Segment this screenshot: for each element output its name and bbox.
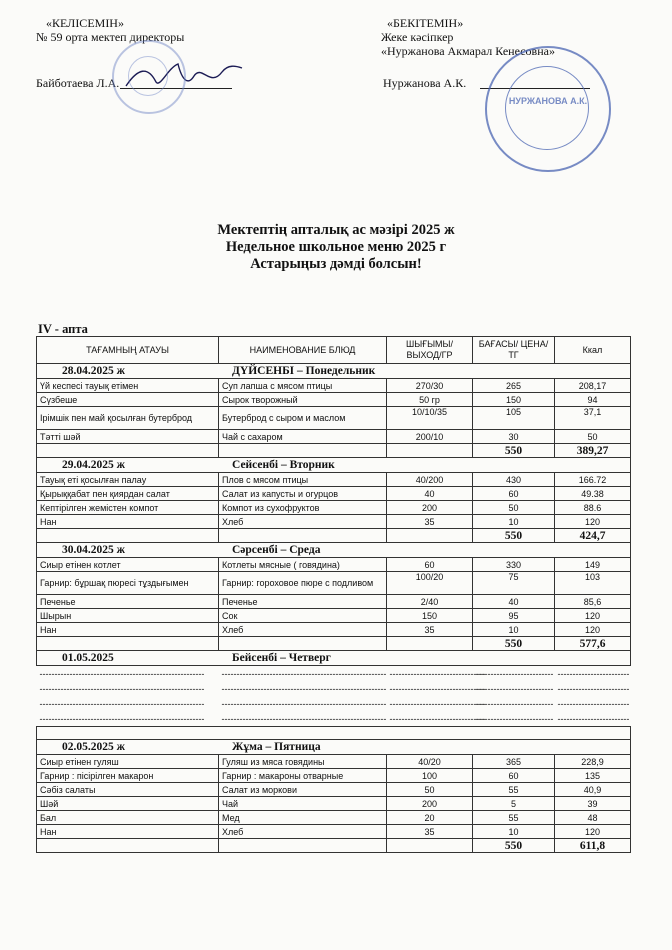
total-kcal: 424,7	[555, 529, 631, 543]
cell-yield: 270/30	[387, 379, 473, 393]
total-price: 550	[473, 637, 555, 651]
cell-ru: Мед	[219, 811, 387, 825]
cell-kcal: 228,9	[555, 755, 631, 769]
dash-cell-kz: -------------------------------------------------------	[39, 668, 205, 679]
menu-titles	[0, 222, 672, 273]
cell-yield: 35	[387, 825, 473, 839]
cell-kz: Тауық еті қосылған палау	[37, 473, 219, 487]
day-name: Жұма – Пятница	[232, 741, 321, 753]
day-header-cell	[37, 458, 631, 473]
cell-ru: Хлеб	[219, 623, 387, 637]
cell-kcal: 149	[555, 558, 631, 572]
col-kcal: Ккал	[555, 337, 631, 364]
day-header-row	[37, 651, 631, 666]
cell-kz: Нан	[37, 825, 219, 839]
right-signer: Нуржанова А.К.	[383, 76, 467, 90]
day-name: ДҮЙСЕНБІ – Понедельник	[232, 365, 376, 377]
approval-left	[36, 16, 184, 44]
cell-kz: Ірімшік пен май қосылған бутерброд	[37, 407, 219, 430]
cell-kz: Нан	[37, 623, 219, 637]
cell-price: 60	[473, 487, 555, 501]
cell-price: 365	[473, 755, 555, 769]
table-header-row	[37, 337, 631, 364]
cell-ru: Компот из сухофруктов	[219, 501, 387, 515]
cell-yield: 200	[387, 501, 473, 515]
cell-ru: Сок	[219, 609, 387, 623]
approved-title: «БЕКІТЕМІН»	[387, 16, 464, 30]
cell-price: 150	[473, 393, 555, 407]
agreed-title: «КЕЛІСЕМІН»	[46, 16, 124, 30]
menu-item-row	[37, 379, 631, 393]
left-signer: Байботаева Л.А.	[36, 76, 120, 90]
day-total-row	[37, 839, 631, 853]
dash-cell-kz: -------------------------------------------------------	[39, 683, 205, 694]
dash-cell-kcal: ------------------------	[557, 698, 630, 709]
empty-dash-row	[37, 711, 631, 727]
dash-cell-yield: --------------------------------	[389, 713, 486, 724]
cell-price: 75	[473, 572, 555, 595]
dash-cell-price: --------------------------	[475, 713, 554, 724]
menu-item-row	[37, 609, 631, 623]
cell-kcal: 39	[555, 797, 631, 811]
cell-kcal: 48	[555, 811, 631, 825]
cell-yield: 35	[387, 623, 473, 637]
dash-cell-yield: --------------------------------	[389, 698, 486, 709]
menu-item-row	[37, 595, 631, 609]
cell-price: 55	[473, 811, 555, 825]
menu-item-row	[37, 769, 631, 783]
col-price: БАҒАСЫ/ ЦЕНА/ТГ	[473, 337, 555, 364]
cell-ru: Хлеб	[219, 825, 387, 839]
day-date: 30.04.2025 ж	[62, 544, 125, 556]
cell-kcal: 50	[555, 430, 631, 444]
spacer-row	[37, 727, 631, 740]
cell-yield: 2/40	[387, 595, 473, 609]
title-ru: Недельное школьное меню 2025 г	[225, 239, 447, 255]
col-yield: ШЫҒЫМЫ/ ВЫХОД/ГР	[387, 337, 473, 364]
menu-item-row	[37, 393, 631, 407]
cell-kcal: 120	[555, 609, 631, 623]
dash-cell-ru: -------------------------------------------------------	[221, 698, 387, 709]
cell-price: 105	[473, 407, 555, 430]
day-header-row	[37, 543, 631, 558]
menu-item-row	[37, 473, 631, 487]
week-label: IV - апта	[38, 322, 88, 336]
cell-price: 5	[473, 797, 555, 811]
cell-kcal: 88.6	[555, 501, 631, 515]
day-name: Бейсенбі – Четверг	[232, 652, 331, 664]
total-empty-cell	[387, 839, 473, 853]
menu-item-row	[37, 501, 631, 515]
total-empty-cell	[387, 637, 473, 651]
cell-kz: Үй кеспесі тауық етімен	[37, 379, 219, 393]
cell-yield: 10/10/35	[387, 407, 473, 430]
total-empty-cell	[37, 839, 219, 853]
cell-ru: Сырок творожный	[219, 393, 387, 407]
cell-kcal: 166.72	[555, 473, 631, 487]
cell-yield: 150	[387, 609, 473, 623]
total-kcal: 389,27	[555, 444, 631, 458]
cell-price: 10	[473, 623, 555, 637]
entrepreneur-line: Жеке кәсіпкер	[381, 30, 454, 44]
day-date: 29.04.2025 ж	[62, 459, 125, 471]
cell-kcal: 37,1	[555, 407, 631, 430]
cell-kcal: 120	[555, 515, 631, 529]
day-total-row	[37, 444, 631, 458]
cell-ru: Печенье	[219, 595, 387, 609]
cell-price: 55	[473, 783, 555, 797]
day-header-row	[37, 740, 631, 755]
total-empty-cell	[219, 444, 387, 458]
menu-item-row	[37, 407, 631, 430]
menu-item-row	[37, 825, 631, 839]
cell-yield: 50	[387, 783, 473, 797]
cell-yield: 100/20	[387, 572, 473, 595]
menu-item-row	[37, 797, 631, 811]
cell-kz: Нан	[37, 515, 219, 529]
dash-cell-kcal: ------------------------	[557, 683, 630, 694]
col-kz-name: ТАҒАМНЫҢ АТАУЫ	[37, 337, 219, 364]
cell-kcal: 40,9	[555, 783, 631, 797]
cell-yield: 35	[387, 515, 473, 529]
day-date: 28.04.2025 ж	[62, 365, 125, 377]
cell-ru: Гуляш из мяса говядины	[219, 755, 387, 769]
cell-kcal: 120	[555, 825, 631, 839]
cell-kz: Гарнир: бұршақ пюресі тұздығымен	[37, 572, 219, 595]
cell-kcal: 135	[555, 769, 631, 783]
menu-item-row	[37, 572, 631, 595]
cell-price: 30	[473, 430, 555, 444]
cell-price: 40	[473, 595, 555, 609]
cell-kz: Кептірілген жемістен компот	[37, 501, 219, 515]
cell-yield: 50 гр	[387, 393, 473, 407]
dash-cell-yield: --------------------------------	[389, 683, 486, 694]
menu-item-row	[37, 515, 631, 529]
menu-item-row	[37, 487, 631, 501]
cell-ru: Бутерброд с сыром и маслом	[219, 407, 387, 430]
cell-price: 265	[473, 379, 555, 393]
cell-price: 60	[473, 769, 555, 783]
dash-cell-kcal: ------------------------	[557, 713, 630, 724]
spacer-cell	[37, 727, 631, 740]
menu-item-row	[37, 811, 631, 825]
cell-yield: 40/200	[387, 473, 473, 487]
cell-ru: Котлеты мясные ( говядина)	[219, 558, 387, 572]
menu-item-row	[37, 623, 631, 637]
menu-item-row	[37, 430, 631, 444]
cell-kz: Шәй	[37, 797, 219, 811]
dash-cell-price: --------------------------	[475, 668, 554, 679]
cell-ru: Гарнир: гороховое пюре с подливом	[219, 572, 387, 595]
total-kcal: 611,8	[555, 839, 631, 853]
day-name: Сейсенбі – Вторник	[232, 459, 335, 471]
day-header-cell	[37, 740, 631, 755]
dash-cell-price: --------------------------	[475, 698, 554, 709]
cell-price: 95	[473, 609, 555, 623]
day-date: 01.05.2025	[62, 652, 114, 664]
menu-table	[36, 336, 631, 853]
col-ru-name: НАИМЕНОВАНИЕ БЛЮД	[219, 337, 387, 364]
empty-dash-row	[37, 666, 631, 682]
cell-kcal: 49.38	[555, 487, 631, 501]
director-line: № 59 орта мектеп директоры	[36, 30, 185, 44]
total-empty-cell	[387, 529, 473, 543]
cell-ru: Чай	[219, 797, 387, 811]
cell-kz: Сүзбеше	[37, 393, 219, 407]
cell-kz: Гарнир : пісірілген макарон	[37, 769, 219, 783]
cell-price: 330	[473, 558, 555, 572]
total-empty-cell	[37, 444, 219, 458]
total-price: 550	[473, 529, 555, 543]
dash-cell-yield: --------------------------------	[389, 668, 486, 679]
stamp-name: НУРЖАНОВА А.К.	[508, 96, 588, 106]
cell-kcal: 103	[555, 572, 631, 595]
day-total-row	[37, 637, 631, 651]
cell-yield: 40/20	[387, 755, 473, 769]
cell-kcal: 85,6	[555, 595, 631, 609]
cell-kcal: 120	[555, 623, 631, 637]
cell-yield: 20	[387, 811, 473, 825]
dash-cell-ru: -------------------------------------------------------	[221, 683, 387, 694]
school-seal	[112, 40, 186, 114]
cell-price: 10	[473, 515, 555, 529]
title-kz: Мектептің апталық ас мәзірі 2025 ж	[217, 222, 455, 238]
dash-cell-kz: -------------------------------------------------------	[39, 713, 205, 724]
cell-kz: Сәбіз салаты	[37, 783, 219, 797]
dash-cell-kz: -------------------------------------------------------	[39, 698, 205, 709]
empty-dash-row	[37, 696, 631, 711]
cell-kcal: 94	[555, 393, 631, 407]
menu-item-row	[37, 783, 631, 797]
cell-ru: Салат из капусты и огурцов	[219, 487, 387, 501]
dash-cell-ru: -------------------------------------------------------	[221, 668, 387, 679]
total-empty-cell	[219, 637, 387, 651]
cell-ru: Салат из моркови	[219, 783, 387, 797]
day-header-row	[37, 364, 631, 379]
day-name: Сәрсенбі – Среда	[232, 544, 321, 556]
cell-ru: Хлеб	[219, 515, 387, 529]
cell-kz: Бал	[37, 811, 219, 825]
day-header-cell	[37, 543, 631, 558]
total-empty-cell	[387, 444, 473, 458]
entrepreneur-stamp	[485, 46, 611, 172]
dash-cell-price: --------------------------	[475, 683, 554, 694]
cell-yield: 60	[387, 558, 473, 572]
cell-yield: 200	[387, 797, 473, 811]
day-header-cell	[37, 651, 631, 666]
cell-ru: Суп лапша с мясом птицы	[219, 379, 387, 393]
cell-kz: Печенье	[37, 595, 219, 609]
total-empty-cell	[219, 839, 387, 853]
cell-kz: Қырыққабат пен қиярдан салат	[37, 487, 219, 501]
total-empty-cell	[219, 529, 387, 543]
cell-ru: Чай с сахаром	[219, 430, 387, 444]
cell-kz: Шырын	[37, 609, 219, 623]
total-price: 550	[473, 839, 555, 853]
day-total-row	[37, 529, 631, 543]
day-date: 02.05.2025 ж	[62, 741, 125, 753]
menu-item-row	[37, 558, 631, 572]
total-kcal: 577,6	[555, 637, 631, 651]
cell-ru: Плов с мясом птицы	[219, 473, 387, 487]
cell-yield: 40	[387, 487, 473, 501]
total-price: 550	[473, 444, 555, 458]
empty-dash-row	[37, 681, 631, 696]
cell-kz: Тәтті шәй	[37, 430, 219, 444]
title-wish: Астарыңыз дәмді болсын!	[250, 256, 422, 272]
cell-price: 50	[473, 501, 555, 515]
cell-price: 430	[473, 473, 555, 487]
dash-cell-kcal: ------------------------	[557, 668, 630, 679]
dash-cell-ru: -------------------------------------------------------	[221, 713, 387, 724]
total-empty-cell	[37, 637, 219, 651]
cell-ru: Гарнир : макароны отварные	[219, 769, 387, 783]
cell-kz: Сиыр етінен гуляш	[37, 755, 219, 769]
cell-yield: 200/10	[387, 430, 473, 444]
total-empty-cell	[37, 529, 219, 543]
cell-price: 10	[473, 825, 555, 839]
day-header-cell	[37, 364, 631, 379]
cell-yield: 100	[387, 769, 473, 783]
day-header-row	[37, 458, 631, 473]
entrepreneur-name: «Нуржанова Акмарал Кенесовна»	[381, 44, 555, 58]
cell-kz: Сиыр етінен котлет	[37, 558, 219, 572]
menu-item-row	[37, 755, 631, 769]
cell-kcal: 208,17	[555, 379, 631, 393]
